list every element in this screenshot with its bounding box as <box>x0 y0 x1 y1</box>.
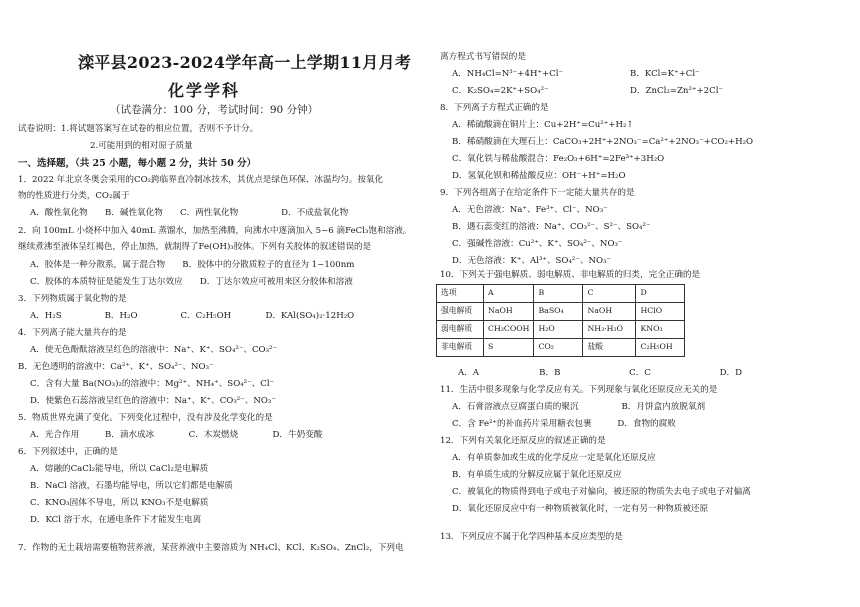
table-cell: 选项 <box>437 285 484 303</box>
question-line: A．光合作用 B．滴水成冰 C．木炭燃烧 D．牛奶变酸 <box>30 430 323 440</box>
question-line: C．被氧化的物质得到电子或电子对偏向，被还原的物质失去电子或电子对偏离 <box>452 487 751 497</box>
question-line: A．H₂S B．H₂O C．C₂H₅OH D．KAl(SO₄)₂·12H₂O <box>30 311 355 321</box>
question-line: C．KNO₃固体不导电，所以 KNO₃不是电解质 <box>30 498 209 508</box>
instruction-1: 试卷说明：1.将试题答案写在试卷的相应位置，否则不予计分。 <box>18 124 259 134</box>
table-row <box>437 339 685 357</box>
table-header-row <box>437 285 685 303</box>
question-line: 继续煮沸至液体呈红褐色，停止加热，就制得了Fe(OH)₃胶体。下列有关胶体的叙述错误的是 <box>18 242 372 252</box>
table-row <box>437 303 685 321</box>
table-cell: CO₂ <box>534 339 583 357</box>
question-line: 8．下列离子方程式正确的是 <box>440 103 549 113</box>
table-cell: B <box>534 285 583 303</box>
question-line: 3．下列物质属于氧化物的是 <box>18 294 127 304</box>
question-line: B．无色透明的溶液中：Ca²⁺、K⁺、SO₄²⁻、NO₃⁻ <box>18 362 214 372</box>
question-line: C．含有大量 Ba(NO₃)₂的溶液中：Mg²⁺、NH₄⁺、SO₄²⁻、Cl⁻ <box>30 379 275 389</box>
question-line: A．NH₄Cl=N³⁻+4H⁺+Cl⁻ <box>452 69 564 79</box>
question-line: 7．作物的无土栽培需要植物营养液，某营养液中主要溶质为 NH₄Cl、KCl、K₂SO₄、ZnCl₂，下列电 <box>18 543 404 553</box>
instruction-2: 2.可能用到的相对原子质量 <box>90 141 193 151</box>
table-row <box>437 321 685 339</box>
question-line: 4．下列离子能大量共存的是 <box>18 328 127 338</box>
question-line: A．酸性氧化物 B．碱性氧化物 C．两性氧化物 D．不成盐氧化物 <box>30 208 349 218</box>
question-line: D．氧化还原反应中有一种物质被氧化时，一定有另一种物质被还原 <box>452 504 709 514</box>
table-cell: NaOH <box>583 303 636 321</box>
table-cell: H₂O <box>534 321 583 339</box>
table-cell: HClO <box>636 303 685 321</box>
question-line: C．含 Fe²⁺的补血药片采用糖衣包裹 D．食物的腐败 <box>452 419 676 429</box>
question-line: 离方程式书写错误的是 <box>440 52 526 62</box>
table-cell: NH₃·H₂O <box>583 321 636 339</box>
question-line: 10．下列关于强电解质、弱电解质、非电解质的归类，完全正确的是 <box>440 270 701 280</box>
question-line: D．KCl 溶于水，在通电条件下才能发生电离 <box>30 515 202 525</box>
table-cell: NaOH <box>484 303 534 321</box>
question-line: 6．下列叙述中，正确的是 <box>18 447 118 457</box>
table-cell: 非电解质 <box>437 339 484 357</box>
table-cell: 弱电解质 <box>437 321 484 339</box>
exam-info: （试卷满分：100 分，考试时间：90 分钟） <box>110 104 319 116</box>
question-line: 9．下列各组离子在给定条件下一定能大量共存的是 <box>440 188 635 198</box>
question-line: D．使紫色石蕊溶液呈红色的溶液中：Na⁺、K⁺、CO₃²⁻、NO₃⁻ <box>30 396 276 406</box>
question-line: 5．物质世界充满了变化。下列变化过程中，没有涉及化学变化的是 <box>18 413 273 423</box>
question-line: D．ZnCl₂=Zn²⁺+2Cl⁻ <box>630 86 723 96</box>
electrolyte-table <box>436 284 685 357</box>
table-cell: BaSO₄ <box>534 303 583 321</box>
question-line: 12．下列有关氧化还原反应的叙述正确的是 <box>440 436 606 446</box>
question-line: D．氢氧化钡和稀盐酸反应：OH⁻+H⁺=H₂O <box>452 171 626 181</box>
subject-title: 化学学科 <box>168 81 241 100</box>
question-line: C．强碱性溶液：Cu²⁺、K⁺、SO₄²⁻、NO₃⁻ <box>452 239 623 249</box>
question-line: 11．生活中很多现象与化学反应有关。下列现象与氧化还原反应无关的是 <box>440 385 718 395</box>
section-heading: 一、选择题，（共 25 小题，每小题 2 分，共计 50 分） <box>18 158 257 169</box>
question-line: B．遇石蕊变红的溶液：Na⁺、CO₃²⁻、S²⁻、SO₄²⁻ <box>452 222 651 232</box>
question-line: A．无色溶液：Na⁺、Fe³⁺、Cl⁻、NO₃⁻ <box>452 205 608 215</box>
question-line: B．稀硝酸滴在大理石上：CaCO₃+2H⁺+2NO₃⁻=Ca²⁺+2NO₃⁻+CO₂+H₂O <box>452 137 754 147</box>
question-line: A．使无色酚酞溶液呈红色的溶液中：Na⁺、K⁺、SO₄²⁻、CO₃²⁻ <box>30 345 278 355</box>
question-line: C．胶体的本质特征是能发生丁达尔效应 D．丁达尔效应可被用来区分胶体和溶液 <box>30 277 353 287</box>
question-line: A．石膏溶液点豆腐蛋白质的聚沉 B．月饼盒内放脱氧剂 <box>452 402 706 412</box>
page-title: 滦平县2023-2024学年高一上学期11月月考 <box>78 53 412 72</box>
question-line: A．熔融的CaCl₂能导电，所以 CaCl₂是电解质 <box>30 464 209 474</box>
question-line: A．A B．B C．C D．D <box>458 368 743 378</box>
table-cell: C₂H₅OH <box>636 339 685 357</box>
question-line: A．胶体是一种分散系，属于混合物 B．胶体中的分散质粒子的直径为 1~100nm <box>30 260 355 270</box>
table-cell: C <box>583 285 636 303</box>
table-cell: KNO₃ <box>636 321 685 339</box>
table-cell: CH₃COOH <box>484 321 534 339</box>
question-line: A．稀硫酸滴在铜片上：Cu+2H⁺=Cu²⁺+H₂↑ <box>452 120 634 130</box>
question-line: A．有单质参加或生成的化学反应一定是氧化还原反应 <box>452 453 656 463</box>
question-line: B．有单质生成的分解反应属于氧化还原反应 <box>452 470 622 480</box>
question-line: D．无色溶液：K⁺、Al³⁺、SO₄²⁻、NO₃⁻ <box>452 256 612 266</box>
question-line: C．氧化铁与稀盐酸混合：Fe₂O₃+6H⁺=2Fe³⁺+3H₂O <box>452 154 665 164</box>
question-line: B．NaCl 溶液，石墨均能导电，所以它们都是电解质 <box>30 481 233 491</box>
table-cell: 强电解质 <box>437 303 484 321</box>
question-line: 13．下列反应不属于化学四种基本反应类型的是 <box>440 532 623 542</box>
question-line: 2．向 100mL 小烧杯中加入 40mL 蒸馏水，加热至沸腾，向沸水中逐滴加入 5~6 滴FeCl₃饱和溶液。 <box>18 226 412 236</box>
question-line: 物的性质进行分类，CO₂属于 <box>18 191 130 201</box>
question-line: B．KCl=K⁺+Cl⁻ <box>630 69 700 79</box>
table-cell: A <box>484 285 534 303</box>
question-line: 1．2022 年北京冬奥会采用的CO₂跨临界直冷制冰技术，其优点是绿色环保、冰温均匀。按氧化 <box>18 175 384 185</box>
table-cell: 盐酸 <box>583 339 636 357</box>
table-cell: S <box>484 339 534 357</box>
table-cell: D <box>636 285 685 303</box>
question-line: C．K₂SO₄=2K⁺+SO₄²⁻ <box>452 86 549 96</box>
